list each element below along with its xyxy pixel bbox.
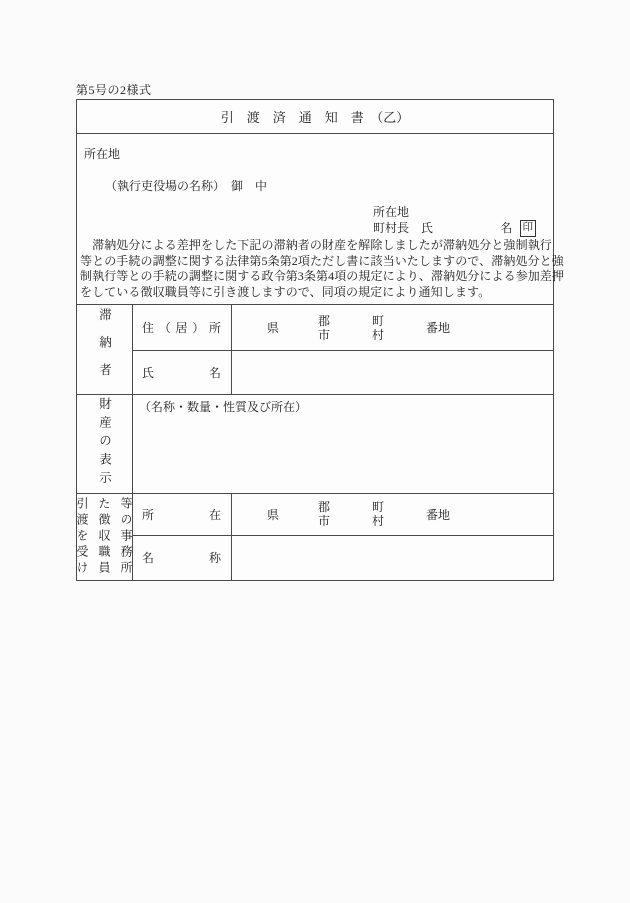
county-city-stack [318,500,330,528]
sender-name-suffix: 名 [500,221,513,236]
town-village-stack [372,500,384,528]
residence-label-cell [132,305,231,350]
sender-title-name-label: 町村長 氏 [373,221,434,236]
receiver-location-label: 所 在 [142,507,221,522]
prefecture-label: 県 [267,321,280,335]
property-description-label: （名称・数量・性質及び所在） [139,400,308,414]
receiver-location-label-cell [132,493,231,535]
address-template [231,314,553,342]
city-label: 市 [318,327,331,342]
receiver-office-name-value-cell [231,535,553,580]
recipient-location-label: 所在地 [84,147,121,161]
taxpayer-section-label: 滞納者 [97,308,112,391]
village-label: 村 [372,327,385,342]
form-table [77,304,553,580]
town-village-stack [372,314,384,342]
seal-mark: 印 [520,220,537,237]
document-title: 引 渡 済 通 知 書 （乙） [220,110,410,125]
county-label: 郡 [318,313,331,328]
document-frame [75,99,565,581]
paragraph-line: 等との手続の調整に関する法律第5条第2項ただし書に該当いたしますので、滞納処分と強 [80,253,564,268]
taxpayer-name-value-cell [231,350,553,394]
address-template [231,500,553,528]
paragraph-line: 制執行等との手続の調整に関する政令第3条第4項の規定により、滞納処分による参加差押 [80,269,565,284]
property-description-cell [132,394,553,493]
receiver-label-column: た徴収職員 [97,496,111,577]
document-title-row [77,100,553,134]
taxpayer-name-label: 氏 名 [142,365,221,380]
receiver-office-name-label-cell [132,535,231,580]
taxpayer-name-label-cell [132,350,231,394]
paragraph-line: 滞納処分による差押をした下記の滞納者の財産を解除しましたが滞納処分と強制執行 [80,238,552,252]
taxpayer-section-cell [77,305,132,394]
county-city-stack [318,314,330,342]
lot-number-label: 番地 [426,507,451,522]
lot-number-label: 番地 [426,321,451,335]
receiver-section-label [74,497,135,577]
taxpayer-address-cell [231,305,553,350]
paragraph-line: をしている徴収職員等に引き渡しますので、同項の規定により通知します。 [80,284,491,299]
receiver-label-column: 等の事務所 [119,496,133,577]
village-label: 村 [372,514,385,528]
body-paragraph [80,238,565,300]
sender-location-label: 所在地 [373,205,410,219]
county-label: 郡 [318,500,331,514]
property-section-label: 財産の表示 [97,397,112,490]
recipient-office-line: （執行吏役場の名称） 御 中 [105,179,268,193]
prefecture-label: 県 [267,507,280,522]
receiver-address-cell [231,493,553,535]
property-section-cell [77,394,132,493]
sender-name-right [500,220,536,237]
form-number-label: 第5号の2様式 [76,83,152,97]
residence-label: 住 （ 居 ） 所 [142,321,221,335]
receiver-section-cell [77,493,132,580]
town-label: 町 [372,500,385,514]
city-label: 市 [318,514,331,528]
town-label: 町 [372,313,385,328]
receiver-office-name-label: 名 称 [142,551,221,565]
sender-name-line [373,220,536,237]
sender-block [373,204,536,237]
receiver-label-column: 引渡を受け [75,496,89,577]
